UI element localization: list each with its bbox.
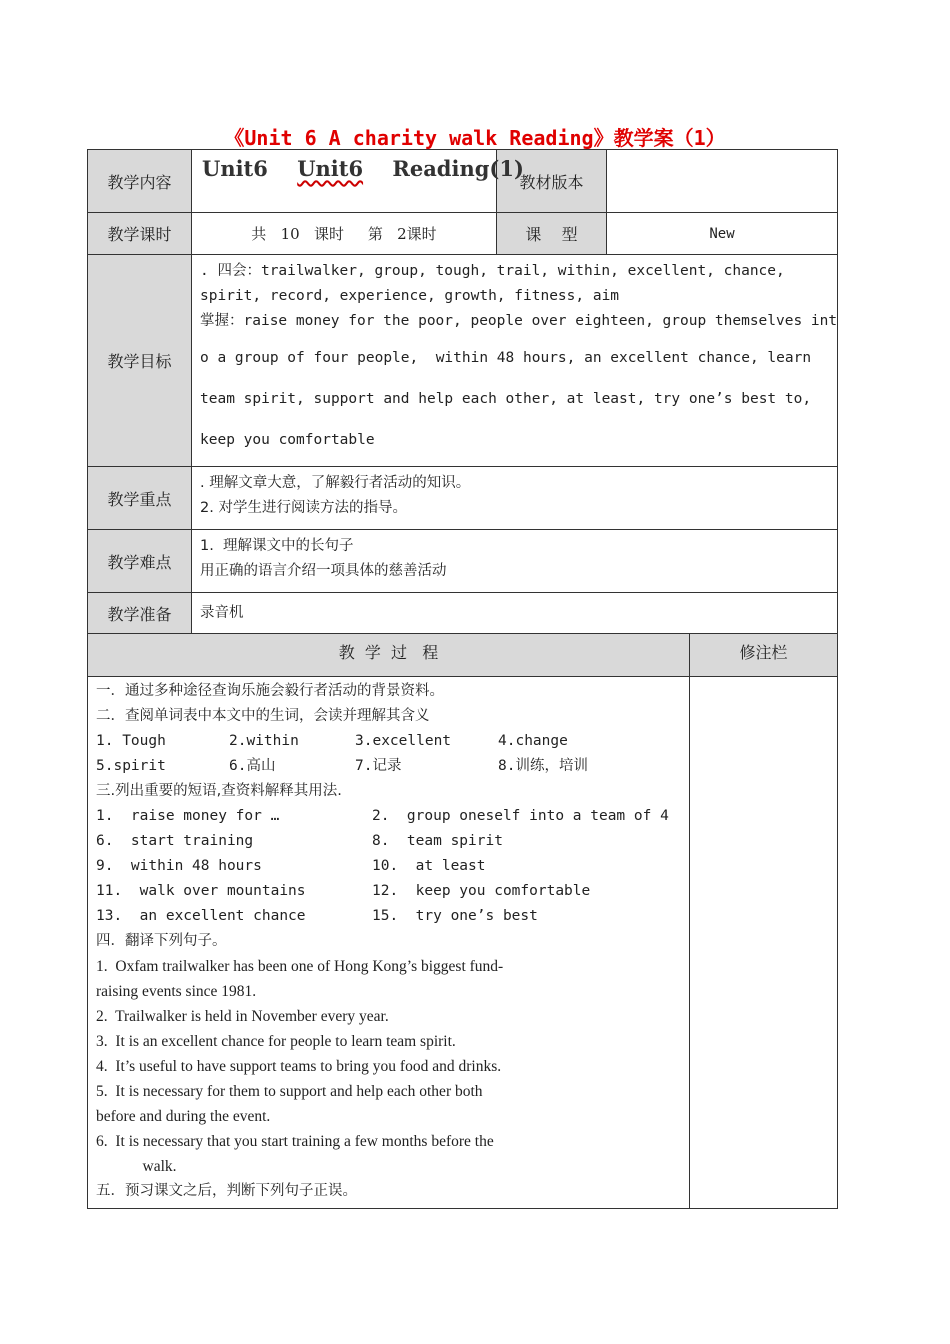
keypoint-line: 2. 对学生进行阅读方法的指导。 bbox=[200, 500, 407, 516]
objective-line: 掌握：raise money for the poor, people over eighteen, group themselves int bbox=[200, 313, 838, 329]
phrase-item: 15. try one’s best bbox=[372, 908, 538, 924]
row-content bbox=[88, 150, 838, 213]
word-item: 2.within bbox=[229, 733, 299, 749]
phrase-list bbox=[96, 804, 681, 929]
row-keypoints bbox=[88, 467, 838, 530]
sentence-line: raising events since 1981. bbox=[96, 983, 257, 1000]
objective-line: keep you comfortable bbox=[200, 432, 375, 448]
label-objectives: 教学目标 bbox=[88, 255, 192, 467]
difficulty-line: 1. 理解课文中的长句子 bbox=[200, 538, 354, 554]
phrase-item: 12. keep you comfortable bbox=[372, 883, 591, 899]
label-edition: 教材版本 bbox=[497, 150, 607, 213]
hours-value: 共 10 课时 第 2课时 bbox=[192, 213, 497, 255]
objective-line: team spirit, support and help each other, at least, try one’s best to, bbox=[200, 391, 812, 407]
process-step: 三.列出重要的短语,查资料解释其用法. bbox=[96, 783, 342, 799]
label-difficulties: 教学难点 bbox=[88, 530, 192, 593]
word-item: 4.change bbox=[498, 733, 568, 749]
sentence-line: walk. bbox=[96, 1158, 177, 1175]
objective-line: . 四会：trailwalker, group, tough, trail, within, excellent, chance, bbox=[200, 263, 785, 279]
notes-header: 修注栏 bbox=[690, 634, 838, 677]
notes-column bbox=[690, 677, 838, 1209]
process-step: 五．预习课文之后，判断下列句子正误。 bbox=[96, 1183, 357, 1199]
difficulties-cell bbox=[192, 530, 838, 593]
preparation-cell bbox=[192, 593, 838, 634]
phrase-item: 2. group oneself into a team of 4 bbox=[372, 808, 669, 824]
label-hours: 教学课时 bbox=[88, 213, 192, 255]
phrase-item: 8. team spirit bbox=[372, 833, 503, 849]
keypoint-line: . 理解文章大意，了解毅行者活动的知识。 bbox=[200, 475, 471, 491]
unit-b: Unit6 bbox=[297, 156, 364, 181]
sentence-line: 4. It’s useful to have support teams to bring you food and drinks. bbox=[96, 1058, 502, 1075]
row-preparation bbox=[88, 593, 838, 634]
unit-title-cell bbox=[192, 150, 524, 213]
process-header: 教 学 过 程 bbox=[88, 634, 690, 677]
word-item: 3.excellent bbox=[355, 733, 452, 749]
phrase-item: 13. an excellent chance bbox=[96, 908, 306, 924]
row-process-body bbox=[88, 677, 838, 1209]
sentence-line: 5. It is necessary for them to support and help each other both bbox=[96, 1083, 483, 1100]
sentence-line: before and during the event. bbox=[96, 1108, 271, 1125]
objective-line: o a group of four people, within 48 hours, an excellent chance, learn bbox=[200, 350, 812, 366]
phrase-item: 10. at least bbox=[372, 858, 486, 874]
word-item: 8.训练，培训 bbox=[498, 758, 588, 774]
sentence-line: 6. It is necessary that you start training a few months before the bbox=[96, 1133, 494, 1150]
phrase-item: 11. walk over mountains bbox=[96, 883, 306, 899]
objective-line: spirit, record, experience, growth, fitness, aim bbox=[200, 288, 620, 304]
phrase-item: 9. within 48 hours bbox=[96, 858, 262, 874]
row-hours bbox=[88, 213, 838, 255]
row-objectives bbox=[88, 255, 838, 467]
word-list bbox=[96, 729, 681, 779]
label-type: 课 型 bbox=[497, 213, 607, 255]
sentence-line: 2. Trailwalker is held in November every year. bbox=[96, 1008, 389, 1025]
process-body bbox=[88, 677, 690, 1209]
process-step: 二．查阅单词表中本文中的生词，会读并理解其含义 bbox=[96, 708, 430, 724]
phrase-item: 1. raise money for … bbox=[96, 808, 280, 824]
label-preparation: 教学准备 bbox=[88, 593, 192, 634]
sentence-line: 1. Oxfam trailwalker has been one of Hong Kong’s biggest fund- bbox=[96, 958, 504, 975]
row-process-header bbox=[88, 634, 838, 677]
sentence-line: 3. It is an excellent chance for people to learn team spirit. bbox=[96, 1033, 456, 1050]
lesson-plan-table bbox=[87, 149, 838, 1209]
process-step: 一．通过多种途径查询乐施会毅行者活动的背景资料。 bbox=[96, 683, 444, 699]
label-content: 教学内容 bbox=[88, 150, 192, 213]
word-item: 5.spirit bbox=[96, 758, 166, 774]
keypoints-cell bbox=[192, 467, 838, 530]
unit-c: Reading(1) bbox=[392, 156, 524, 181]
preparation-value: 录音机 bbox=[200, 604, 244, 621]
type-value: New bbox=[607, 213, 838, 255]
difficulty-line: 用正确的语言介绍一项具体的慈善活动 bbox=[200, 563, 447, 579]
phrase-item: 6. start training bbox=[96, 833, 254, 849]
word-item: 7.记录 bbox=[355, 758, 402, 774]
word-item: 1. Tough bbox=[96, 733, 166, 749]
process-step: 四．翻译下列句子。 bbox=[96, 933, 227, 949]
row-difficulties bbox=[88, 530, 838, 593]
unit-a: Unit6 bbox=[202, 156, 268, 181]
edition-value bbox=[607, 150, 838, 213]
objectives-cell bbox=[192, 255, 838, 467]
word-item: 6.高山 bbox=[229, 758, 276, 774]
document-title: 《Unit 6 A charity walk Reading》教学案（1） bbox=[224, 126, 726, 150]
label-keypoints: 教学重点 bbox=[88, 467, 192, 530]
